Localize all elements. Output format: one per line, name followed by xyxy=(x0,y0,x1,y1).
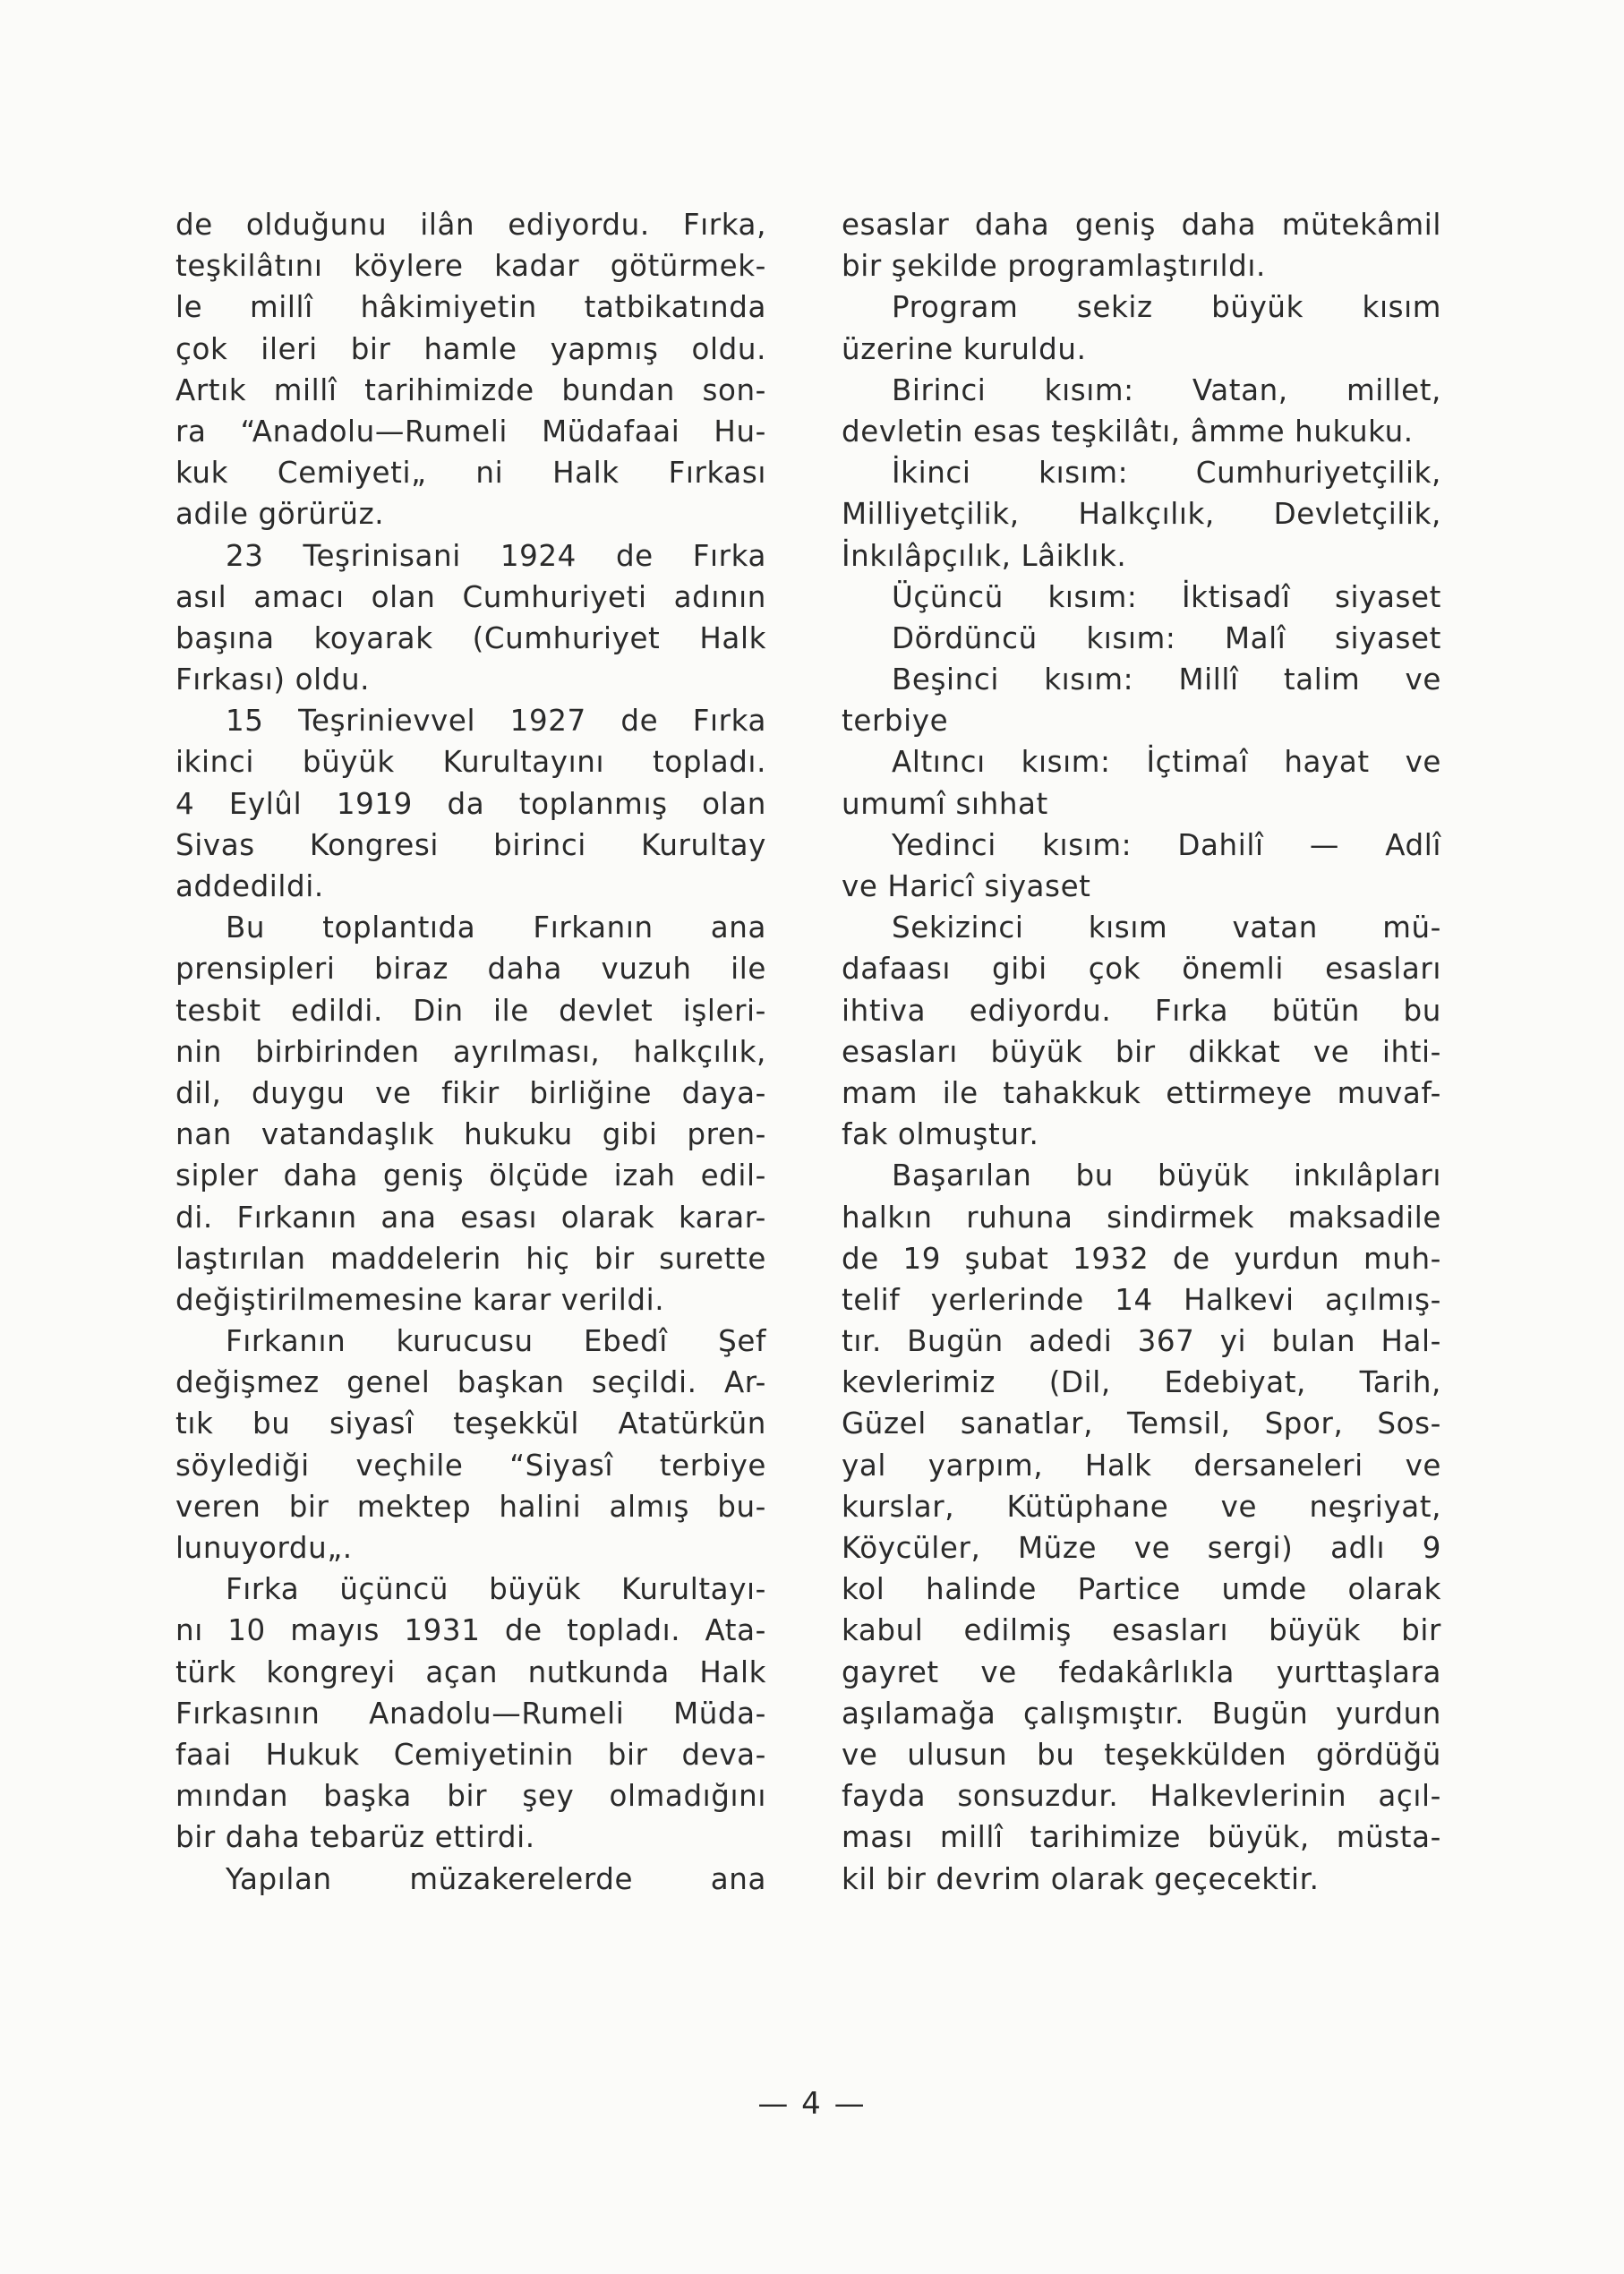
text-line: nin birbirinden ayrılması, halkçılık, xyxy=(175,1034,766,1069)
text-line: ikinci büyük Kurultayını topladı. xyxy=(175,745,766,780)
text-line: adile görürüz. xyxy=(175,497,385,532)
text-line: tık bu siyasî teşekkül Atatürkün xyxy=(175,1406,766,1441)
text-line: lunuyordu„. xyxy=(175,1531,353,1565)
text-line: Beşinci kısım: Millî talim ve xyxy=(892,663,1441,697)
text-line: Program sekiz büyük kısım xyxy=(892,290,1441,325)
text-line: Köycüler, Müze ve sergi) adlı 9 xyxy=(842,1531,1441,1565)
text-line: yal yarpım, Halk dersaneleri ve xyxy=(842,1448,1441,1483)
text-line: faai Hukuk Cemiyetinin bir deva- xyxy=(175,1737,766,1772)
text-line: Sivas Kongresi birinci Kurultay xyxy=(175,827,766,862)
text-line: ve Haricî siyaset xyxy=(842,869,1091,903)
text-line: kevlerimiz (Dil, Edebiyat, Tarih, xyxy=(842,1365,1441,1400)
text-line: Güzel sanatlar, Temsil, Spor, Sos- xyxy=(842,1406,1441,1441)
text-line: di. Fırkanın ana esası olarak karar- xyxy=(175,1200,766,1235)
text-line: kuk Cemiyeti„ ni Halk Fırkası xyxy=(175,456,766,491)
text-line: Başarılan bu büyük inkılâpları xyxy=(892,1158,1441,1193)
text-line: değişmez genel başkan seçildi. Ar- xyxy=(175,1365,766,1400)
text-line: Yedinci kısım: Dahilî — Adlî xyxy=(892,827,1441,862)
text-line: gayret ve fedakârlıkla yurttaşlara xyxy=(842,1654,1441,1689)
text-line: fayda sonsuzdur. Halkevlerinin açıl- xyxy=(842,1779,1441,1814)
text-line: asıl amacı olan Cumhuriyeti adının xyxy=(175,579,766,614)
text-line: esaslar daha geniş daha mütekâmil xyxy=(842,208,1441,242)
text-line: 23 Teşrinisani 1924 de Fırka xyxy=(226,538,766,573)
text-line: nan vatandaşlık hukuku gibi pren- xyxy=(175,1117,766,1152)
text-line: 4 Eylûl 1919 da toplanmış olan xyxy=(175,786,766,821)
text-line: başına koyarak (Cumhuriyet Halk xyxy=(175,620,766,655)
text-line: de olduğunu ilân ediyordu. Fırka, xyxy=(175,208,766,242)
text-line: Altıncı kısım: İçtimaî hayat ve xyxy=(892,745,1441,780)
text-line: prensipleri biraz daha vuzuh ile xyxy=(175,952,766,987)
text-line: kurslar, Kütüphane ve neşriyat, xyxy=(842,1489,1441,1524)
text-line: ması millî tarihimize büyük, müsta- xyxy=(842,1820,1441,1855)
text-line: teşkilâtını köylere kadar götürmek- xyxy=(175,249,766,284)
text-line: ve ulusun bu teşekkülden gördüğü xyxy=(842,1737,1441,1772)
right-text-column xyxy=(842,204,1441,1900)
text-line: Fırkanın kurucusu Ebedî Şef xyxy=(226,1324,766,1359)
text-line: Dördüncü kısım: Malî siyaset xyxy=(892,620,1441,655)
text-line: Fırkası) oldu. xyxy=(175,663,371,697)
text-line: Artık millî tarihimizde bundan son- xyxy=(175,372,766,407)
text-line: İnkılâpçılık, Lâiklık. xyxy=(842,538,1127,573)
text-line: Sekizinci kısım vatan mü- xyxy=(892,910,1441,945)
page-number-label: — 4 — xyxy=(757,2086,867,2122)
text-line: Birinci kısım: Vatan, millet, xyxy=(892,372,1441,407)
text-line: kil bir devrim olarak geçecektir. xyxy=(842,1861,1320,1896)
text-line: telif yerlerinde 14 Halkevi açılmış- xyxy=(842,1282,1441,1317)
text-line: ra “Anadolu—Rumeli Müdafaai Hu- xyxy=(175,414,766,449)
text-line: Yapılan müzakerelerde ana xyxy=(226,1861,766,1896)
text-line: mından başka bir şey olmadığını xyxy=(175,1779,766,1814)
text-line: le millî hâkimiyetin tatbikatında xyxy=(175,290,766,325)
text-line: addedildi. xyxy=(175,869,324,903)
text-line: Bu toplantıda Fırkanın ana xyxy=(226,910,766,945)
text-line: İkinci kısım: Cumhuriyetçilik, xyxy=(892,456,1441,491)
text-line: Üçüncü kısım: İktisadî siyaset xyxy=(892,579,1441,614)
page-number xyxy=(0,2086,1624,2122)
text-line: söylediği veçhile “Siyasî terbiye xyxy=(175,1448,766,1483)
text-line: dil, duygu ve fikir birliğine daya- xyxy=(175,1075,766,1110)
text-line: aşılamağa çalışmıştır. Bugün yurdun xyxy=(842,1696,1441,1731)
text-line: dafaası gibi çok önemli esasları xyxy=(842,952,1441,987)
text-line: kol halinde Partice umde olarak xyxy=(842,1572,1441,1607)
text-line: değiştirilmemesine karar verildi. xyxy=(175,1282,665,1317)
text-line: halkın ruhuna sindirmek maksadile xyxy=(842,1200,1441,1235)
text-line: Fırkasının Anadolu—Rumeli Müda- xyxy=(175,1696,766,1731)
text-line: bir şekilde programlaştırıldı. xyxy=(842,249,1266,284)
text-line: üzerine kuruldu. xyxy=(842,331,1087,366)
text-line: türk kongreyi açan nutkunda Halk xyxy=(175,1654,766,1689)
text-line: devletin esas teşkilâtı, âmme hukuku. xyxy=(842,414,1414,449)
text-line: terbiye xyxy=(842,704,949,739)
text-line: sipler daha geniş ölçüde izah edil- xyxy=(175,1158,766,1193)
text-line: çok ileri bir hamle yapmış oldu. xyxy=(175,331,766,366)
text-line: Fırka üçüncü büyük Kurultayı- xyxy=(226,1572,766,1607)
text-line: Milliyetçilik, Halkçılık, Devletçilik, xyxy=(842,497,1441,532)
text-line: fak olmuştur. xyxy=(842,1117,1039,1152)
text-line: umumî sıhhat xyxy=(842,786,1048,821)
text-line: 15 Teşrinievvel 1927 de Fırka xyxy=(226,704,766,739)
text-line: veren bir mektep halini almış bu- xyxy=(175,1489,766,1524)
left-text-column xyxy=(175,204,766,1900)
text-line: de 19 şubat 1932 de yurdun muh- xyxy=(842,1241,1441,1276)
text-line: mam ile tahakkuk ettirmeye muvaf- xyxy=(842,1075,1441,1110)
text-line: kabul edilmiş esasları büyük bir xyxy=(842,1613,1441,1648)
text-line: ihtiva ediyordu. Fırka bütün bu xyxy=(842,993,1441,1028)
text-line: tesbit edildi. Din ile devlet işleri- xyxy=(175,993,766,1028)
text-line: nı 10 mayıs 1931 de topladı. Ata- xyxy=(175,1613,766,1648)
text-line: bir daha tebarüz ettirdi. xyxy=(175,1820,535,1855)
text-line: tır. Bugün adedi 367 yi bulan Hal- xyxy=(842,1324,1441,1359)
text-line: laştırılan maddelerin hiç bir surette xyxy=(175,1241,766,1276)
text-line: esasları büyük bir dikkat ve ihti- xyxy=(842,1034,1441,1069)
